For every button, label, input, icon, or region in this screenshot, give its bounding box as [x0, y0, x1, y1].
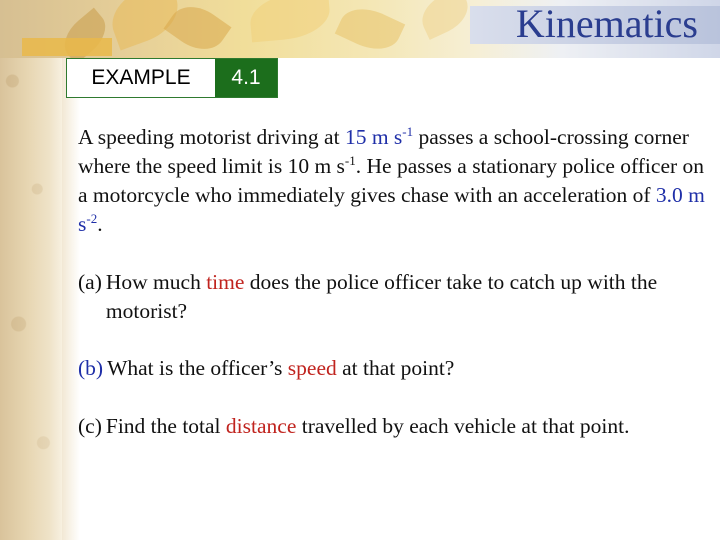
problem-statement — [78, 123, 708, 239]
question-keyword: time — [206, 270, 245, 294]
example-label: EXAMPLE — [67, 59, 215, 97]
question-keyword: distance — [225, 414, 297, 438]
leaf-decoration — [415, 0, 475, 40]
header-banner — [0, 0, 720, 58]
question-b — [78, 354, 708, 383]
question-text — [102, 268, 708, 326]
problem-text: passes a school-crossing corner where the speed limit is 10 m s — [78, 125, 689, 178]
leaf-decoration — [335, 0, 405, 58]
question-text-post: travelled by each vehicle at that point. — [296, 414, 630, 438]
example-number: 4.1 — [215, 59, 277, 97]
question-text-post: at that point? — [336, 356, 455, 380]
question-label: (c) — [78, 414, 102, 438]
slide-title: Kinematics — [515, 1, 698, 46]
question-label: (a) — [78, 270, 102, 294]
initial-speed-exponent: -1 — [402, 124, 414, 139]
question-text-pre: How much — [105, 270, 207, 294]
acceleration-unit: 3.0 m s — [78, 183, 705, 236]
problem-text: . — [97, 212, 103, 236]
initial-speed-value — [345, 125, 413, 149]
problem-text: . He passes a stationary police officer on a motorcycle who immediately gives chase with an acceleration of — [78, 154, 705, 207]
gold-accent-bar — [22, 38, 112, 56]
question-a — [78, 268, 708, 326]
problem-text: A speeding motorist driving at — [78, 125, 345, 149]
question-text — [102, 412, 708, 441]
question-text-pre: What is the officer’s — [107, 356, 288, 380]
problem-content — [78, 123, 708, 441]
question-text-post: does the police officer take to catch up with the motorist? — [105, 270, 658, 323]
initial-speed-unit: 15 m s — [344, 125, 403, 149]
question-keyword: speed — [287, 356, 337, 380]
question-c — [78, 412, 708, 441]
example-badge — [66, 58, 278, 98]
question-text-pre: Find the total — [105, 414, 226, 438]
speed-limit-exponent: -1 — [344, 153, 356, 168]
acceleration-exponent: -2 — [86, 211, 98, 226]
question-text — [103, 354, 708, 383]
leaf-decoration — [248, 0, 332, 42]
left-decorative-strip — [0, 0, 62, 540]
question-label: (b) — [78, 356, 104, 380]
